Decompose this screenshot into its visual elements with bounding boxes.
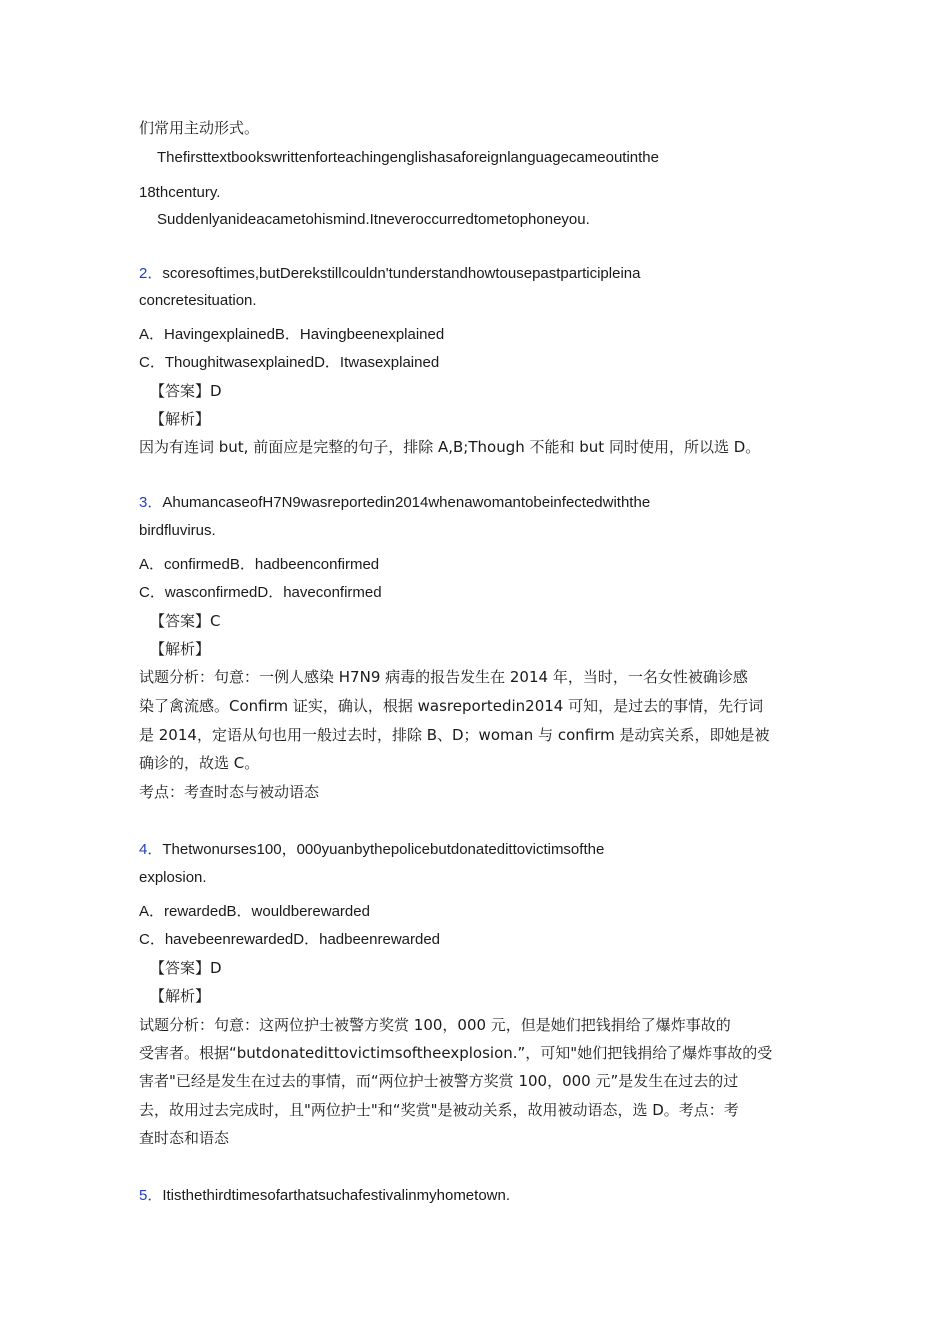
question-4-analysis-line-4: 去，故用过去完成时，且"两位护士"和“奖赏"是被动关系，故用被动语态，选 D。考点：考 xyxy=(139,1101,739,1119)
question-3-answer: 【答案】C xyxy=(150,612,221,630)
question-4-analysis-line-3: 害者"已经是发生在过去的事情，而“两位护士被警方奖赏 100，000 元”是发生在过去的过 xyxy=(139,1072,739,1090)
question-4-stem-cont: explosion. xyxy=(139,869,207,886)
question-number: 3． xyxy=(139,494,163,511)
intro-line-4: Suddenlyanideacametohismind.Itneveroccurredtometophoneyou. xyxy=(157,211,590,228)
question-2-stem xyxy=(139,264,640,284)
question-4-options-ab: A．rewardedB．wouldberewarded xyxy=(139,903,370,920)
question-2-answer: 【答案】D xyxy=(150,382,222,400)
question-3-options-ab: A．confirmedB．hadbeenconfirmed xyxy=(139,556,380,573)
question-4-analysis-line-1: 试题分析：句意：这两位护士被警方奖赏 100，000 元，但是她们把钱捐给了爆炸事故的 xyxy=(139,1016,731,1034)
question-3-options-cd: C．wasconfirmedD．haveconfirmed xyxy=(139,584,382,601)
question-3-analysis-line-2: 染了禽流感。Confirm 证实，确认，根据 wasreportedin2014 可知，是过去的事情，先行词 xyxy=(139,697,764,715)
question-4-options-cd: C．havebeenrewardedD．hadbeenrewarded xyxy=(139,931,441,948)
question-2-options-ab: A．HavingexplainedB．Havingbeenexplained xyxy=(139,326,445,343)
question-stem-text: scoresoftimes,butDerekstillcouldn'tunderstandhowtousepastparticipleina xyxy=(162,265,641,282)
question-3-knowledge-point: 考点：考查时态与被动语态 xyxy=(139,783,320,801)
question-2-analysis: 因为有连词 but, 前面应是完整的句子，排除 A,B;Though 不能和 but 同时使用，所以选 D。 xyxy=(139,438,761,456)
question-4-answer: 【答案】D xyxy=(150,959,222,977)
question-3-analysis-label: 【解析】 xyxy=(150,640,211,658)
question-2-options-cd: C．ThoughitwasexplainedD．Itwasexplained xyxy=(139,354,440,371)
question-number: 5． xyxy=(139,1187,163,1204)
question-3-stem xyxy=(139,493,650,513)
intro-line-2: Thefirsttextbookswrittenforteachingenglishasaforeignlanguagecameoutinthe xyxy=(157,149,659,166)
question-stem-text: Thetwonurses100，000yuanbythepolicebutdonatedittovictimsofthe xyxy=(162,841,605,858)
question-4-analysis-line-5: 查时态和语态 xyxy=(139,1129,230,1147)
question-number: 2． xyxy=(139,265,163,282)
question-4-analysis-label: 【解析】 xyxy=(150,987,211,1005)
intro-line-3: 18thcentury. xyxy=(139,184,221,201)
question-5-stem xyxy=(139,1186,510,1206)
question-3-analysis-line-3: 是 2014，定语从句也用一般过去时，排除 B、D；woman 与 confirm 是动宾关系，即她是被 xyxy=(139,726,770,744)
question-number: 4． xyxy=(139,841,163,858)
question-2-stem-cont: concretesituation. xyxy=(139,292,257,309)
question-2-analysis-label: 【解析】 xyxy=(150,410,211,428)
question-3-analysis-line-1: 试题分析：句意：一例人感染 H7N9 病毒的报告发生在 2014 年，当时，一名女性被确诊感 xyxy=(139,668,748,686)
question-stem-text: AhumancaseofH7N9wasreportedin2014whenawomantobeinfectedwiththe xyxy=(162,494,651,511)
question-4-stem xyxy=(139,840,604,860)
question-3-stem-cont: birdfluvirus. xyxy=(139,522,216,539)
question-4-analysis-line-2: 受害者。根据“butdonatedittovictimsoftheexplosion.”，可知"她们把钱捐给了爆炸事故的受 xyxy=(139,1044,773,1062)
question-3-analysis-line-4: 确诊的，故选 C。 xyxy=(139,754,260,772)
intro-line-1: 们常用主动形式。 xyxy=(139,119,260,137)
question-stem-text: Itisthethirdtimesofarthatsuchafestivalinmyhometown. xyxy=(162,1187,511,1204)
